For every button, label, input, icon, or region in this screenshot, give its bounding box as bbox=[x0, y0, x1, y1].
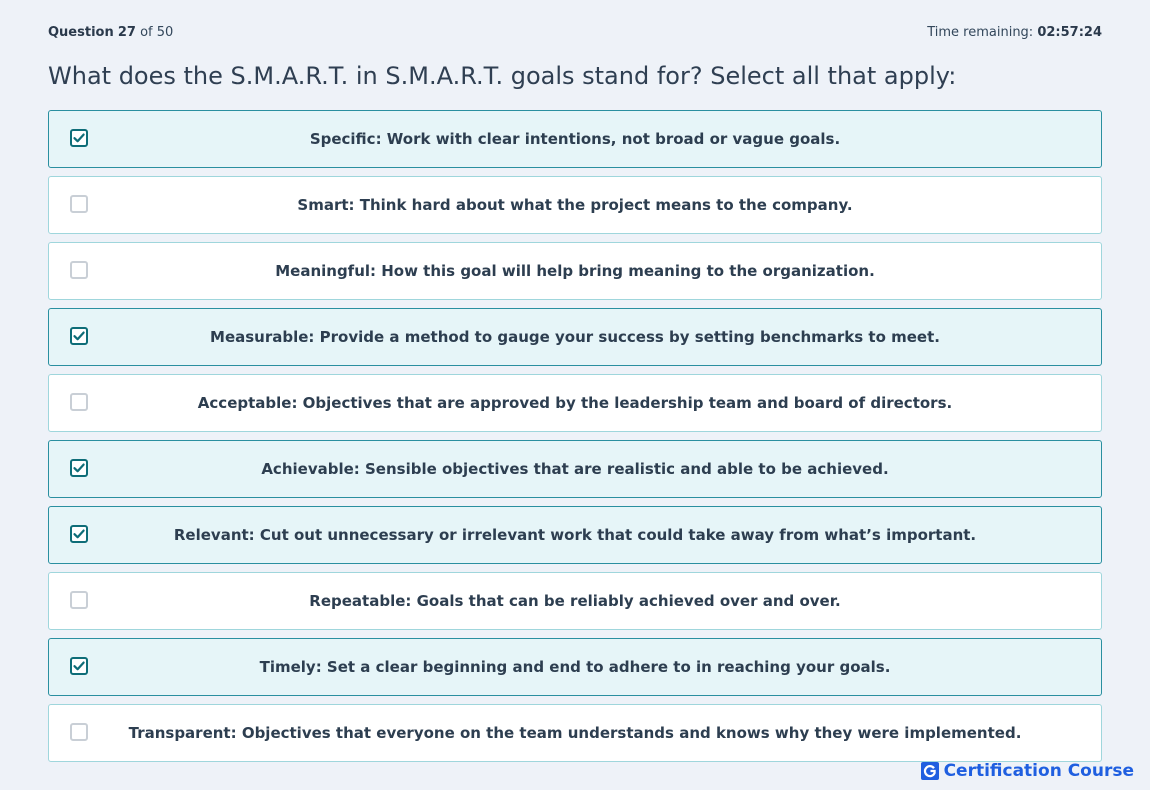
checkbox[interactable] bbox=[70, 327, 88, 345]
answer-option[interactable] bbox=[48, 308, 1102, 366]
answer-option-label: Meaningful: How this goal will help bring meaning to the organization. bbox=[275, 262, 875, 280]
checkmark-icon bbox=[72, 329, 86, 343]
checkbox[interactable] bbox=[70, 525, 88, 543]
answer-option[interactable] bbox=[48, 704, 1102, 762]
answer-option-label: Timely: Set a clear beginning and end to adhere to in reaching your goals. bbox=[259, 658, 891, 676]
quiz-header bbox=[48, 23, 1102, 41]
answer-option[interactable] bbox=[48, 374, 1102, 432]
checkbox[interactable] bbox=[70, 195, 88, 213]
answer-option[interactable] bbox=[48, 638, 1102, 696]
question-label: Question bbox=[48, 24, 114, 40]
answer-option[interactable] bbox=[48, 110, 1102, 168]
answer-option-label: Transparent: Objectives that everyone on the team understands and knows why they were implemented. bbox=[128, 724, 1022, 742]
checkmark-icon bbox=[72, 659, 86, 673]
checkbox[interactable] bbox=[70, 723, 88, 741]
answer-option-label: Specific: Work with clear intentions, not broad or vague goals. bbox=[309, 130, 841, 148]
question-counter bbox=[48, 25, 173, 40]
checkbox[interactable] bbox=[70, 657, 88, 675]
answer-option-label: Measurable: Provide a method to gauge your success by setting benchmarks to meet. bbox=[210, 328, 940, 346]
question-number: 27 bbox=[117, 24, 136, 40]
answer-option-label: Repeatable: Goals that can be reliably achieved over and over. bbox=[309, 592, 841, 610]
answer-options bbox=[48, 110, 1102, 770]
time-value: 02:57:24 bbox=[1037, 24, 1102, 40]
answer-option-label: Relevant: Cut out unnecessary or irrelevant work that could take away from what’s important. bbox=[173, 526, 977, 544]
g-logo-icon bbox=[921, 762, 939, 780]
answer-option[interactable] bbox=[48, 440, 1102, 498]
checkmark-icon bbox=[72, 131, 86, 145]
brand-name: Certification Course bbox=[943, 761, 1134, 781]
answer-option[interactable] bbox=[48, 176, 1102, 234]
answer-option-label: Smart: Think hard about what the project means to the company. bbox=[297, 196, 853, 214]
time-label: Time remaining: bbox=[927, 24, 1034, 40]
checkbox[interactable] bbox=[70, 459, 88, 477]
question-total: of 50 bbox=[140, 24, 174, 40]
timer bbox=[927, 25, 1102, 40]
checkmark-icon bbox=[72, 461, 86, 475]
answer-option[interactable] bbox=[48, 506, 1102, 564]
brand-logo bbox=[921, 761, 1134, 781]
answer-option[interactable] bbox=[48, 242, 1102, 300]
checkbox[interactable] bbox=[70, 393, 88, 411]
answer-option-label: Achievable: Sensible objectives that are realistic and able to be achieved. bbox=[261, 460, 889, 478]
checkbox[interactable] bbox=[70, 261, 88, 279]
checkbox[interactable] bbox=[70, 591, 88, 609]
checkmark-icon bbox=[72, 527, 86, 541]
answer-option-label: Acceptable: Objectives that are approved by the leadership team and board of directors. bbox=[197, 394, 953, 412]
checkbox[interactable] bbox=[70, 129, 88, 147]
question-text: What does the S.M.A.R.T. in S.M.A.R.T. goals stand for? Select all that apply: bbox=[48, 62, 957, 90]
answer-option[interactable] bbox=[48, 572, 1102, 630]
